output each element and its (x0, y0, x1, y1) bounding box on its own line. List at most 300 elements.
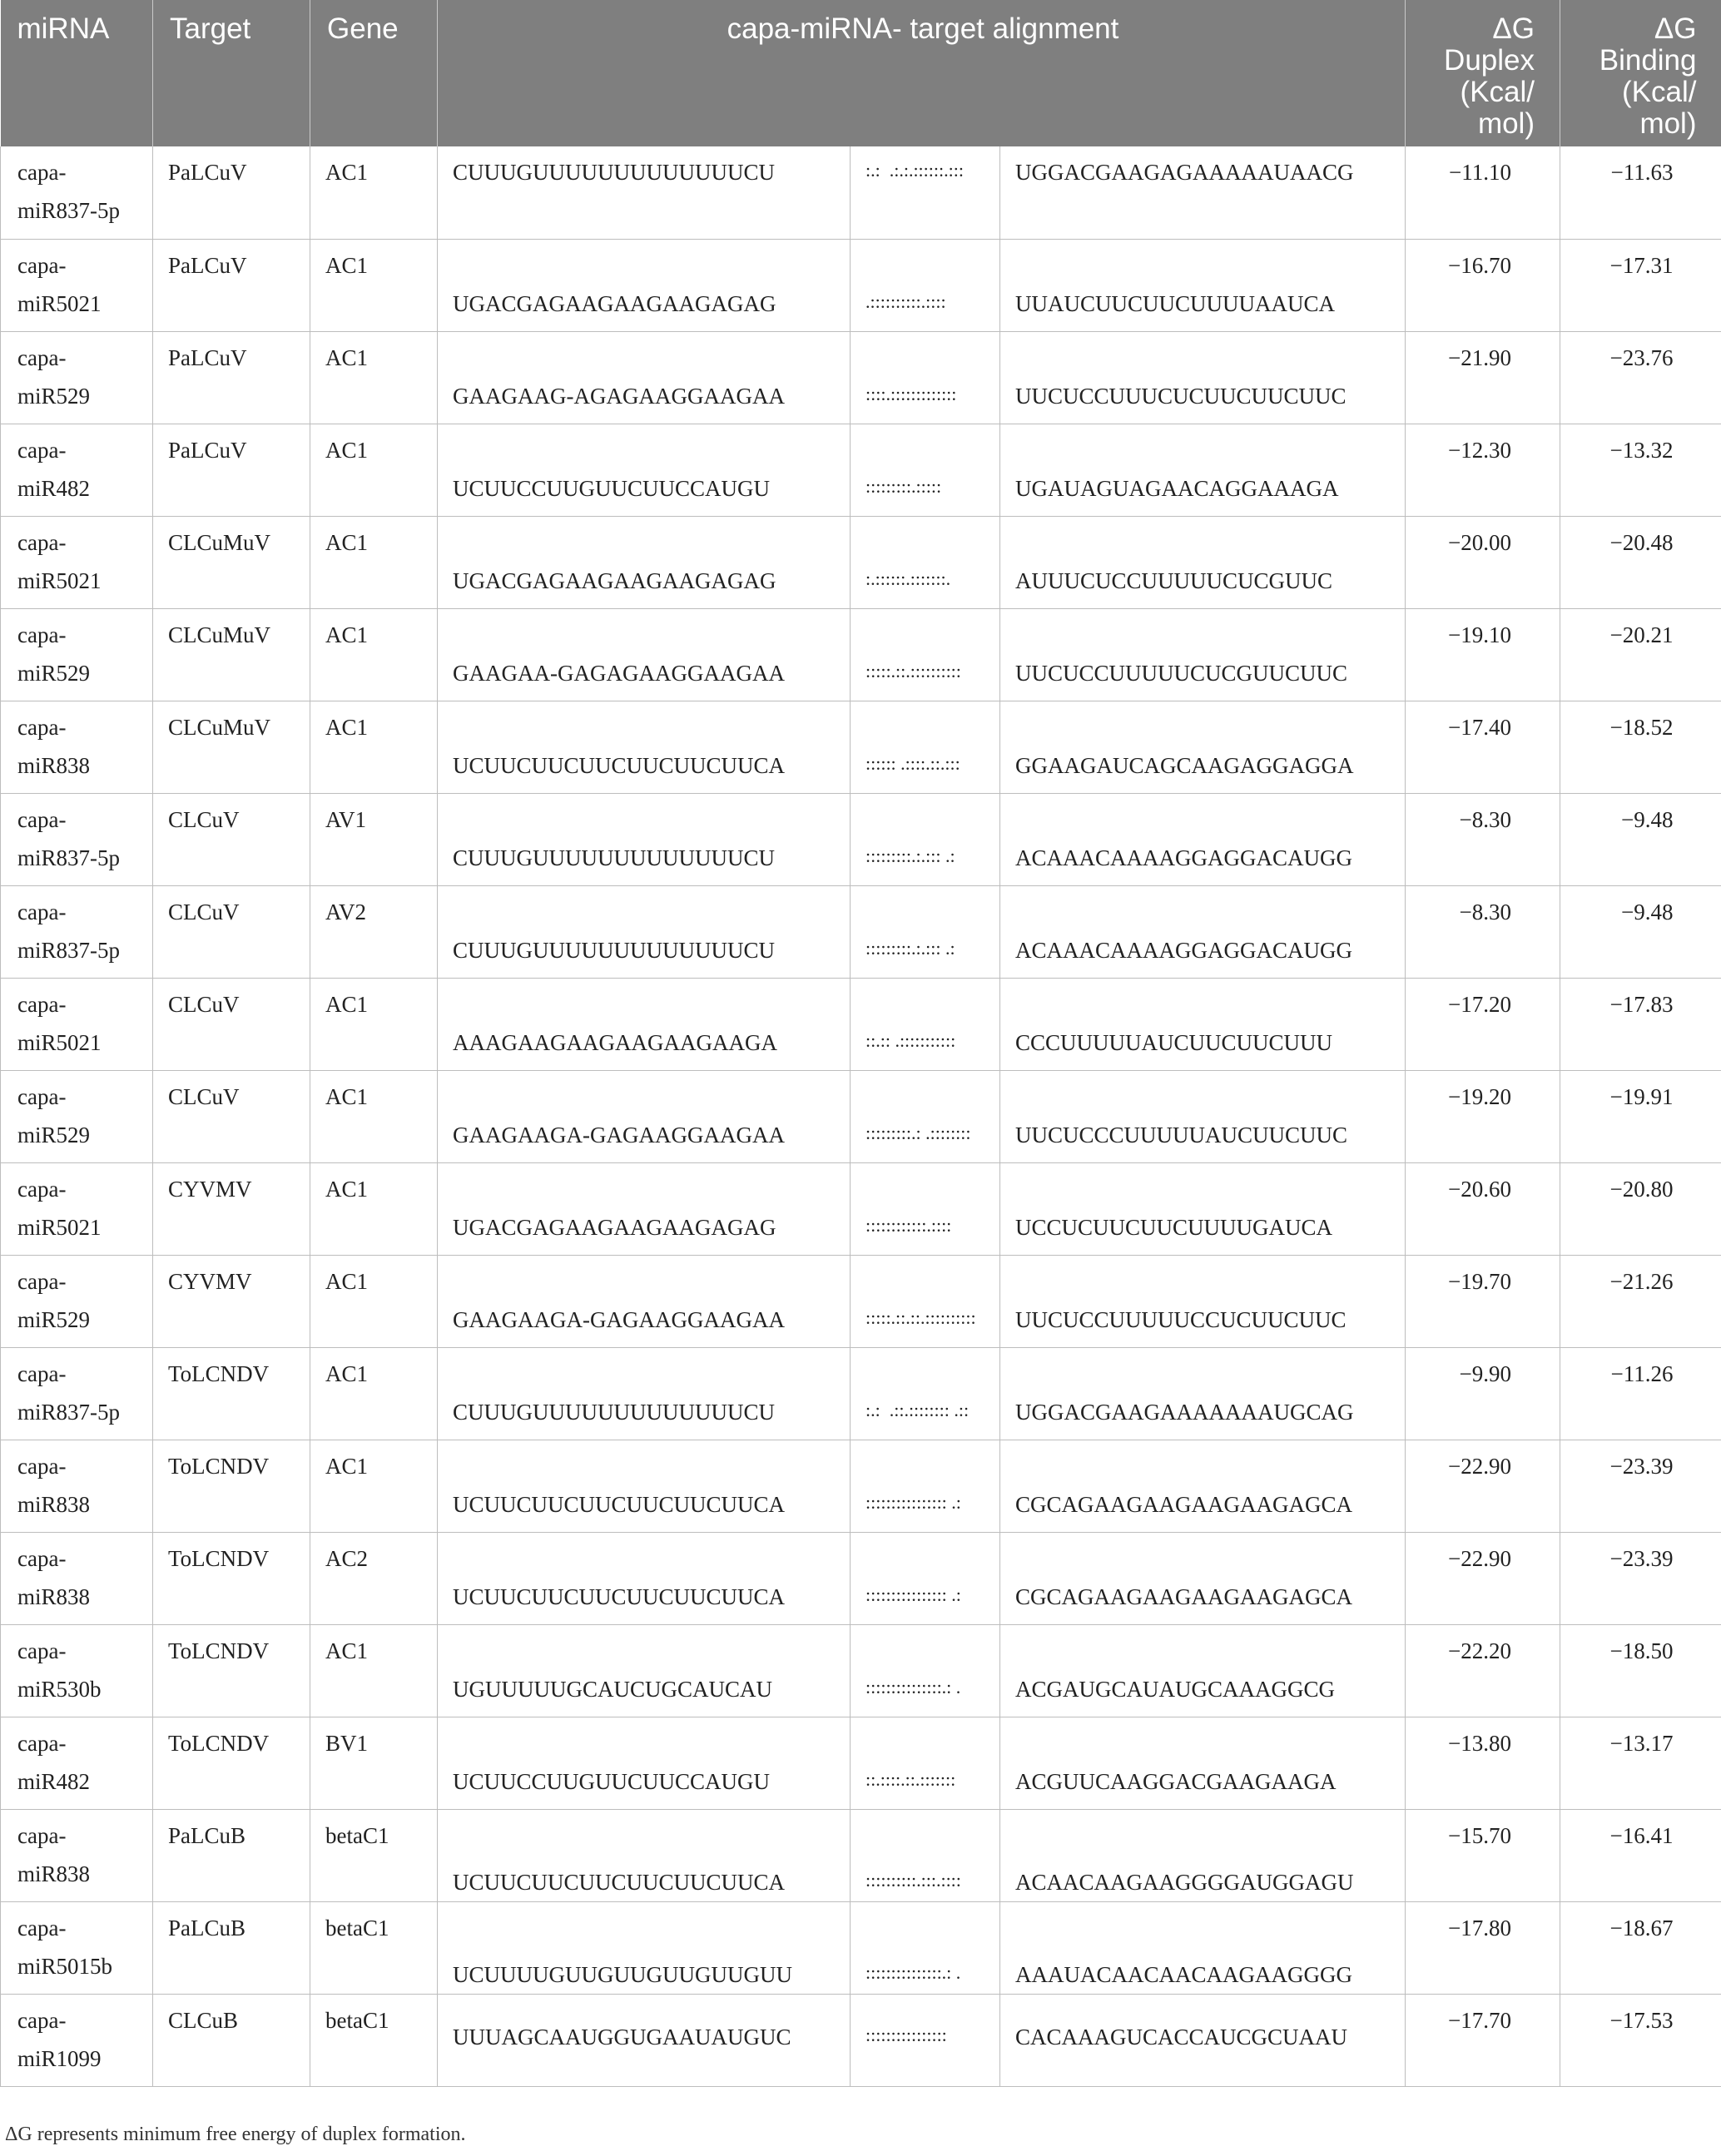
dg-duplex-value: −20.00 (1448, 529, 1511, 555)
cell-target (153, 146, 310, 239)
target-name: ToLCNDV (168, 1453, 270, 1479)
cell-dg-duplex (1406, 331, 1560, 424)
cell-mirna-seq (438, 793, 851, 885)
cell-gene (310, 239, 438, 331)
dg-binding-value: −9.48 (1621, 899, 1674, 924)
header-gene: Gene (310, 0, 438, 146)
dg-duplex-value: −13.80 (1448, 1730, 1511, 1756)
alignment-match: :::::::::.::::: (865, 475, 942, 497)
mirna-prefix: capa- (17, 160, 67, 185)
cell-mirna-seq (438, 424, 851, 516)
dg-duplex-value: −8.30 (1459, 899, 1511, 924)
cell-mirna (1, 978, 153, 1070)
table-footnote: ΔG represents minimum free energy of duplex formation. (5, 2124, 466, 2145)
gene-name: AC1 (325, 437, 369, 463)
cell-dg-duplex (1406, 424, 1560, 516)
cell-gene (310, 793, 438, 885)
gene-name: betaC1 (325, 2007, 389, 2033)
target-sequence: AAAUACAACAACAAGAAGGGG (1015, 1961, 1352, 1987)
cell-dg-binding (1560, 146, 1721, 239)
cell-match (851, 1717, 1000, 1809)
mirna-prefix: capa- (17, 806, 67, 832)
cell-target-seq (1000, 1532, 1406, 1624)
mirna-prefix: capa- (17, 1730, 67, 1756)
mirna-name: miR837-5p (17, 198, 121, 223)
cell-dg-duplex (1406, 1532, 1560, 1624)
cell-target (153, 701, 310, 793)
cell-target (153, 1809, 310, 1901)
target-name: ToLCNDV (168, 1361, 270, 1386)
target-name: PaLCuV (168, 437, 247, 463)
mirna-prefix: capa- (17, 1638, 67, 1663)
target-sequence: UUCUCCUUUUUCCUCUUCUUC (1015, 1306, 1347, 1332)
cell-mirna-seq (438, 1994, 851, 2086)
cell-dg-binding (1560, 978, 1721, 1070)
cell-match (851, 885, 1000, 978)
alignment-match: :::::.::.:::::::::: (865, 660, 961, 681)
alignment-match: ::::::::::.:::.:::: (865, 1869, 961, 1891)
mirna-prefix: capa- (17, 252, 67, 278)
cell-mirna-seq (438, 1901, 851, 1994)
target-sequence: CGCAGAAGAAGAAGAAGAGCA (1015, 1491, 1352, 1517)
header-alignment: capa-miRNA- target alignment (438, 0, 1406, 146)
target-sequence: ACAACAAGAAGGGGAUGGAGU (1015, 1869, 1354, 1895)
cell-target (153, 793, 310, 885)
cell-mirna-seq (438, 516, 851, 608)
cell-target (153, 1901, 310, 1994)
target-name: CLCuV (168, 899, 240, 924)
dg-duplex-value: −17.40 (1448, 714, 1511, 740)
gene-name: AC1 (325, 252, 369, 278)
cell-mirna (1, 1440, 153, 1532)
alignment-match: :::::::::::::::.: . (865, 1961, 961, 1983)
cell-target-seq (1000, 516, 1406, 608)
cell-match (851, 516, 1000, 608)
cell-dg-binding (1560, 1901, 1721, 1994)
cell-mirna-seq (438, 1809, 851, 1901)
cell-dg-duplex (1406, 793, 1560, 885)
cell-gene (310, 701, 438, 793)
mirna-sequence: UCUUCCUUGUUCUUCCAUGU (453, 475, 771, 501)
mirna-name: miR5015b (17, 1953, 113, 1979)
cell-gene (310, 1624, 438, 1717)
dg-binding-value: −23.39 (1609, 1453, 1674, 1479)
target-name: CLCuV (168, 991, 240, 1017)
mirna-prefix: capa- (17, 1083, 67, 1109)
mirna-prefix: capa- (17, 344, 67, 370)
mirna-sequence: GAAGAA-GAGAGAAGGAAGAA (453, 660, 785, 686)
cell-gene (310, 1070, 438, 1162)
dg-binding-value: −19.91 (1609, 1083, 1674, 1109)
cell-gene (310, 1440, 438, 1532)
target-name: PaLCuB (168, 1915, 246, 1940)
cell-dg-binding (1560, 1994, 1721, 2086)
cell-mirna-seq (438, 1255, 851, 1347)
gene-name: AC1 (325, 1268, 369, 1294)
cell-gene (310, 1162, 438, 1255)
gene-name: AC1 (325, 991, 369, 1017)
cell-target-seq (1000, 978, 1406, 1070)
header-dg-duplex-line: mol) (1477, 107, 1535, 140)
cell-dg-binding (1560, 331, 1721, 424)
header-dg-duplex-line: Duplex (1444, 44, 1535, 77)
cell-dg-duplex (1406, 1994, 1560, 2086)
target-sequence: UGGACGAAGAAAAAAAUGCAG (1015, 1399, 1354, 1425)
cell-mirna-seq (438, 1624, 851, 1717)
mirna-sequence: GAAGAAGA-GAGAAGGAAGAA (453, 1306, 785, 1332)
mirna-name: miR837-5p (17, 1399, 121, 1425)
cell-mirna-seq (438, 1162, 851, 1255)
table-row (1, 1994, 1721, 2086)
target-sequence: UGGACGAAGAGAAAAAUAACG (1015, 160, 1354, 185)
mirna-name: miR530b (17, 1676, 102, 1702)
cell-dg-duplex (1406, 1162, 1560, 1255)
cell-match (851, 331, 1000, 424)
cell-target (153, 1532, 310, 1624)
target-name: PaLCuV (168, 160, 247, 185)
cell-gene (310, 1717, 438, 1809)
cell-match (851, 978, 1000, 1070)
table-row (1, 146, 1721, 239)
dg-duplex-value: −19.10 (1448, 622, 1511, 647)
target-sequence: UUCUCCCUUUUUAUCUUCUUC (1015, 1122, 1348, 1147)
mirna-prefix: capa- (17, 1545, 67, 1571)
header-target: Target (153, 0, 310, 146)
cell-target-seq (1000, 1994, 1406, 2086)
dg-binding-value: −17.53 (1609, 2007, 1674, 2033)
mirna-prefix: capa- (17, 1361, 67, 1386)
dg-duplex-value: −16.70 (1448, 252, 1511, 278)
target-name: PaLCuV (168, 344, 247, 370)
target-name: CYVMV (168, 1176, 252, 1202)
mirna-prefix: capa- (17, 714, 67, 740)
gene-name: AV2 (325, 899, 367, 924)
cell-gene (310, 1994, 438, 2086)
mirna-sequence: UCUUCCUUGUUCUUCCAUGU (453, 1768, 771, 1794)
target-sequence: CGCAGAAGAAGAAGAAGAGCA (1015, 1584, 1352, 1609)
target-sequence: UUAUCUUCUUCUUUUAAUCA (1015, 290, 1336, 316)
cell-mirna (1, 608, 153, 701)
dg-duplex-value: −22.20 (1448, 1638, 1511, 1663)
cell-match (851, 424, 1000, 516)
gene-name: AC1 (325, 622, 369, 647)
mirna-name: miR529 (17, 1122, 91, 1147)
mirna-sequence: UGACGAGAAGAAGAAGAGAG (453, 290, 776, 316)
gene-name: AC2 (325, 1545, 369, 1571)
target-sequence: ACAAACAAAAGGAGGACAUGG (1015, 937, 1352, 963)
dg-duplex-value: −19.70 (1448, 1268, 1511, 1294)
cell-target-seq (1000, 701, 1406, 793)
mirna-prefix: capa- (17, 437, 67, 463)
cell-target-seq (1000, 885, 1406, 978)
target-name: ToLCNDV (168, 1545, 270, 1571)
cell-dg-binding (1560, 1440, 1721, 1532)
dg-binding-value: −11.63 (1610, 160, 1674, 185)
mirna-sequence: UGACGAGAAGAAGAAGAGAG (453, 1214, 776, 1240)
cell-mirna (1, 1255, 153, 1347)
table-row (1, 1901, 1721, 1994)
table-row (1, 1255, 1721, 1347)
mirna-prefix: capa- (17, 1176, 67, 1202)
cell-match (851, 1901, 1000, 1994)
cell-mirna-seq (438, 1347, 851, 1440)
mirna-sequence: UGACGAGAAGAAGAAGAGAG (453, 567, 776, 593)
alignment-match: :::::.::.::.:::::::::: (865, 1306, 976, 1328)
dg-binding-value: −20.48 (1609, 529, 1674, 555)
target-name: CLCuV (168, 806, 240, 832)
cell-gene (310, 424, 438, 516)
cell-match (851, 1162, 1000, 1255)
table-row (1, 1440, 1721, 1532)
dg-duplex-value: −8.30 (1459, 806, 1511, 832)
cell-match (851, 608, 1000, 701)
mirna-prefix: capa- (17, 1822, 67, 1848)
cell-match (851, 1440, 1000, 1532)
cell-target (153, 1994, 310, 2086)
cell-dg-duplex (1406, 978, 1560, 1070)
cell-dg-duplex (1406, 608, 1560, 701)
header-dg-binding-line: ΔG (1654, 12, 1697, 45)
cell-mirna-seq (438, 608, 851, 701)
header-row (1, 0, 1721, 146)
target-name: CYVMV (168, 1268, 252, 1294)
dg-duplex-value: −17.20 (1448, 991, 1511, 1017)
dg-binding-value: −18.67 (1609, 1915, 1674, 1940)
dg-binding-value: −16.41 (1609, 1822, 1674, 1848)
table-row (1, 1809, 1721, 1901)
cell-gene (310, 1347, 438, 1440)
gene-name: BV1 (325, 1730, 369, 1756)
target-name: CLCuMuV (168, 622, 271, 647)
alignment-match: :::::::::::::::.: . (865, 1676, 961, 1698)
cell-dg-binding (1560, 239, 1721, 331)
cell-mirna-seq (438, 1532, 851, 1624)
cell-gene (310, 331, 438, 424)
mirna-name: miR5021 (17, 567, 102, 593)
target-sequence: ACGUUCAAGGACGAAGAAGA (1015, 1768, 1337, 1794)
cell-mirna-seq (438, 701, 851, 793)
dg-duplex-value: −17.80 (1448, 1915, 1511, 1940)
gene-name: AC1 (325, 529, 369, 555)
alignment-match: ::::.::::::::::::: (865, 383, 957, 404)
mirna-sequence: UCUUUUGUUGUUGUUGUUGUU (453, 1961, 792, 1987)
cell-mirna (1, 516, 153, 608)
target-sequence: ACAAACAAAAGGAGGACAUGG (1015, 845, 1352, 870)
dg-binding-value: −13.32 (1609, 437, 1674, 463)
target-sequence: ACGAUGCAUAUGCAAAGGCG (1015, 1676, 1336, 1702)
cell-mirna (1, 885, 153, 978)
cell-mirna (1, 1809, 153, 1901)
cell-match (851, 793, 1000, 885)
target-sequence: UUCUCCUUUCUCUUCUUCUUC (1015, 383, 1347, 409)
cell-dg-duplex (1406, 1809, 1560, 1901)
mirna-name: miR529 (17, 1306, 91, 1332)
mirna-prefix: capa- (17, 2007, 67, 2033)
alignment-match: :.: .::.:::::::: .:: (865, 1399, 970, 1420)
mirna-sequence: CUUUGUUUUUUUUUUUUUCU (453, 937, 775, 963)
cell-dg-binding (1560, 885, 1721, 978)
table-row (1, 1717, 1721, 1809)
cell-target-seq (1000, 1162, 1406, 1255)
table-row (1, 331, 1721, 424)
cell-target (153, 1440, 310, 1532)
dg-duplex-value: −11.10 (1449, 160, 1511, 185)
mirna-name: miR838 (17, 752, 91, 778)
dg-binding-value: −20.21 (1609, 622, 1674, 647)
mirna-sequence: UUUAGCAAUGGUGAAUAUGUC (453, 2024, 791, 2049)
cell-dg-binding (1560, 1717, 1721, 1809)
mirna-sequence: CUUUGUUUUUUUUUUUUUCU (453, 1399, 775, 1425)
dg-binding-value: −18.52 (1609, 714, 1674, 740)
alignment-match: :::::::::.:.::: .: (865, 937, 955, 959)
dg-binding-value: −11.26 (1610, 1361, 1674, 1386)
cell-dg-binding (1560, 608, 1721, 701)
mirna-name: miR5021 (17, 1214, 102, 1240)
cell-target-seq (1000, 1809, 1406, 1901)
gene-name: AC1 (325, 1638, 369, 1663)
cell-match (851, 1532, 1000, 1624)
cell-gene (310, 1532, 438, 1624)
cell-dg-binding (1560, 793, 1721, 885)
cell-mirna (1, 1994, 153, 2086)
cell-match (851, 1809, 1000, 1901)
cell-target (153, 1624, 310, 1717)
gene-name: AC1 (325, 1083, 369, 1109)
mirna-name: miR1099 (17, 2045, 102, 2071)
cell-dg-duplex (1406, 1717, 1560, 1809)
mirna-sequence: CUUUGUUUUUUUUUUUUUCU (453, 160, 775, 185)
cell-match (851, 1255, 1000, 1347)
mirna-prefix: capa- (17, 1915, 67, 1940)
target-sequence: UGAUAGUAGAACAGGAAAGA (1015, 475, 1339, 501)
cell-target (153, 424, 310, 516)
cell-target-seq (1000, 1347, 1406, 1440)
cell-target-seq (1000, 1440, 1406, 1532)
table-row (1, 608, 1721, 701)
cell-dg-duplex (1406, 239, 1560, 331)
mirna-name: miR482 (17, 1768, 91, 1794)
cell-mirna (1, 793, 153, 885)
cell-gene (310, 146, 438, 239)
cell-match (851, 239, 1000, 331)
cell-mirna-seq (438, 1717, 851, 1809)
gene-name: AC1 (325, 1176, 369, 1202)
target-name: CLCuMuV (168, 714, 271, 740)
mirna-sequence: GAAGAAG-AGAGAAGGAAGAA (453, 383, 785, 409)
cell-target (153, 1717, 310, 1809)
dg-binding-value: −13.17 (1609, 1730, 1674, 1756)
cell-dg-binding (1560, 701, 1721, 793)
mirna-sequence: UCUUCUUCUUCUUCUUCUUCA (453, 1869, 786, 1895)
target-sequence: CACAAAGUCACCAUCGCUAAU (1015, 2024, 1348, 2049)
mirna-sequence: UGUUUUUGCAUCUGCAUCAU (453, 1676, 773, 1702)
dg-binding-value: −17.31 (1609, 252, 1674, 278)
cell-target (153, 331, 310, 424)
dg-duplex-value: −20.60 (1448, 1176, 1511, 1202)
gene-name: AC1 (325, 1361, 369, 1386)
cell-mirna-seq (438, 978, 851, 1070)
cell-match (851, 1624, 1000, 1717)
cell-match (851, 1347, 1000, 1440)
mirna-sequence: GAAGAAGA-GAGAAGGAAGAA (453, 1122, 785, 1147)
dg-duplex-value: −17.70 (1448, 2007, 1511, 2033)
cell-dg-duplex (1406, 1070, 1560, 1162)
alignment-match: ::.:: .::::::::::: (865, 1029, 956, 1051)
gene-name: AC1 (325, 160, 369, 185)
cell-gene (310, 608, 438, 701)
target-name: PaLCuB (168, 1822, 246, 1848)
header-dg-duplex-line: (Kcal/ (1460, 76, 1535, 108)
table-row (1, 701, 1721, 793)
table-row (1, 1624, 1721, 1717)
header-dg-binding (1560, 0, 1721, 146)
table-row (1, 239, 1721, 331)
table-row (1, 516, 1721, 608)
cell-dg-binding (1560, 1162, 1721, 1255)
mirna-name: miR529 (17, 383, 91, 409)
table-row (1, 1162, 1721, 1255)
table-row (1, 885, 1721, 978)
cell-target-seq (1000, 793, 1406, 885)
alignment-match: ::.::::.::.::::::: (865, 1768, 956, 1790)
cell-target (153, 1070, 310, 1162)
dg-binding-value: −9.48 (1621, 806, 1674, 832)
cell-mirna (1, 1717, 153, 1809)
target-name: ToLCNDV (168, 1730, 270, 1756)
cell-target-seq (1000, 1255, 1406, 1347)
cell-dg-binding (1560, 1347, 1721, 1440)
cell-match (851, 701, 1000, 793)
cell-target-seq (1000, 331, 1406, 424)
target-name: PaLCuV (168, 252, 247, 278)
cell-target (153, 1255, 310, 1347)
mirna-name: miR838 (17, 1491, 91, 1517)
cell-target (153, 608, 310, 701)
cell-target-seq (1000, 608, 1406, 701)
mirna-name: miR838 (17, 1584, 91, 1609)
target-sequence: AUUUCUCCUUUUUCUCGUUC (1015, 567, 1333, 593)
gene-name: betaC1 (325, 1822, 389, 1848)
mirna-prefix: capa- (17, 899, 67, 924)
mirna-name: miR838 (17, 1861, 91, 1886)
cell-dg-duplex (1406, 1347, 1560, 1440)
cell-dg-binding (1560, 1532, 1721, 1624)
cell-dg-duplex (1406, 1255, 1560, 1347)
header-dg-duplex-line: ΔG (1492, 12, 1535, 45)
cell-target-seq (1000, 1624, 1406, 1717)
cell-mirna-seq (438, 146, 851, 239)
gene-name: betaC1 (325, 1915, 389, 1940)
cell-dg-duplex (1406, 885, 1560, 978)
cell-mirna (1, 701, 153, 793)
dg-duplex-value: −15.70 (1448, 1822, 1511, 1848)
gene-name: AV1 (325, 806, 367, 832)
cell-mirna (1, 1162, 153, 1255)
table-row (1, 1347, 1721, 1440)
target-sequence: UUCUCCUUUUUCUCGUUCUUC (1015, 660, 1348, 686)
header-dg-duplex (1406, 0, 1560, 146)
cell-mirna-seq (438, 1440, 851, 1532)
cell-dg-duplex (1406, 146, 1560, 239)
dg-duplex-value: −12.30 (1448, 437, 1511, 463)
header-dg-binding-line: (Kcal/ (1622, 76, 1697, 108)
cell-dg-duplex (1406, 1624, 1560, 1717)
cell-target-seq (1000, 1070, 1406, 1162)
cell-target (153, 978, 310, 1070)
header-dg-binding-line: Binding (1599, 44, 1697, 77)
cell-target-seq (1000, 1901, 1406, 1994)
mirna-sequence: UCUUCUUCUUCUUCUUCUUCA (453, 1491, 786, 1517)
